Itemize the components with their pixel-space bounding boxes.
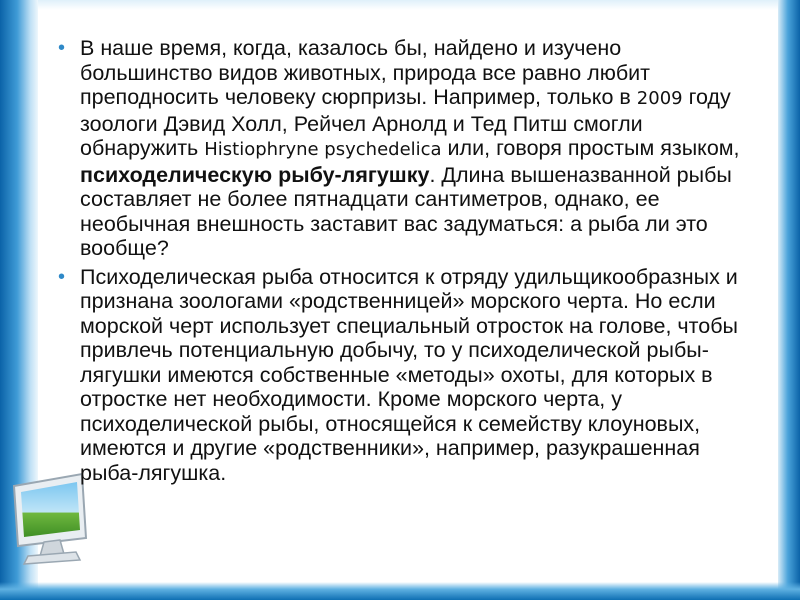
species-latin-name: Histiophryne psychedelica [204,139,442,160]
paragraph-1-text-b: году зоологи Дэвид Холл, Рейчел Арнолд и Тед Питш смогли обнаружить [80,85,731,160]
content-area [58,36,758,489]
paragraph-2-text: Психоделическая рыба относится к отряду удильщикообразных и признана зоологами «родственницей» морского черта. Но если морской черт использует специальный отросток на голове, чтобы привлечь потенциальную добычу, то у психоделической рыбы-лягушки имеются собственные «методы» охоты, для которых в отростке нет необходимости. Кроме морского черта, у психоделической рыбы, относящейся к семейству клоуновых, имеются и другие «родственники», например, разукрашенная рыба-лягушка. [80,264,738,485]
paragraph-2 [58,265,758,486]
paragraph-1-text-a: В наше время, когда, казалось бы, найдено и изучено большинство видов животных, природа все равно любит преподносить человеку сюрпризы. Например, только в [80,36,651,109]
paragraph-1 [58,36,758,261]
paragraph-1-text-d: . Длина вышеназванной рыбы составляет не более пятнадцати сантиметров, однако, ее необычная внешность заставит вас задуматься: а рыба ли это вообще? [80,162,732,260]
paragraph-1-text-c: или, говоря простым языком, [441,136,740,160]
frame-bottom [0,582,800,600]
bullet-icon: • [58,37,66,59]
frame-top-glow [38,0,778,10]
highlighted-term: психоделическую рыбу-лягушку [80,162,430,187]
paragraph-1-year: 2009 [636,88,683,109]
frame-right [778,0,800,600]
bullet-icon: • [58,265,66,288]
